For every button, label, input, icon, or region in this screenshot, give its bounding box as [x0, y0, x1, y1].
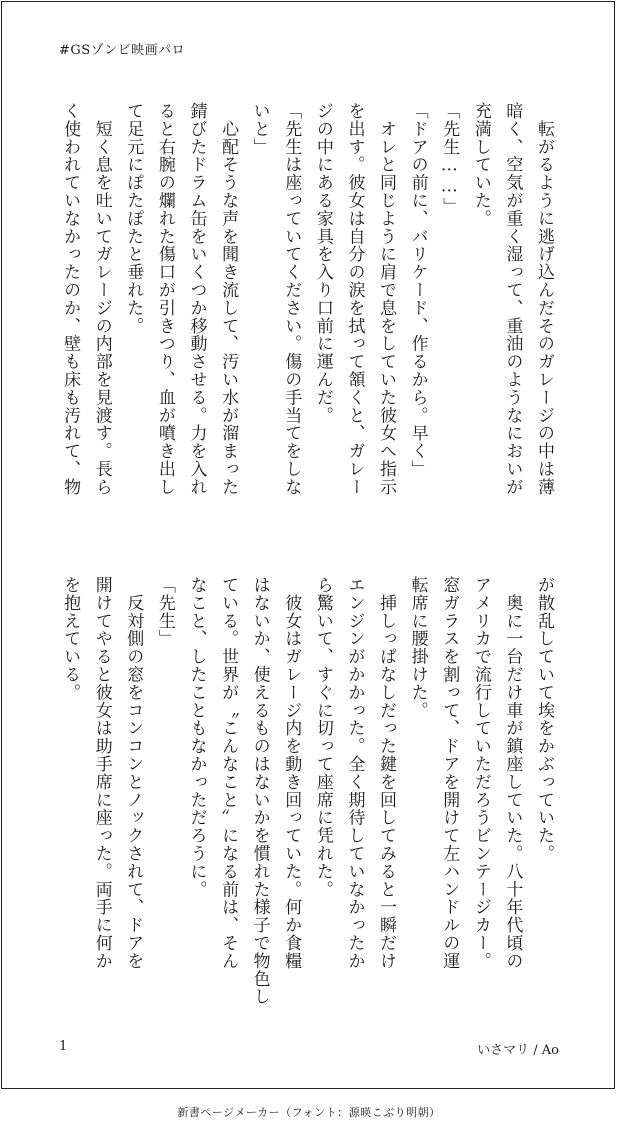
text-line: 開けてやると彼女は助手席に座った。両手に何か — [91, 576, 112, 970]
text-line: て足元にぽたぽたと垂れた。 — [123, 102, 144, 335]
upper-text-block — [49, 102, 559, 522]
text-line: エンジンがかかった。全く期待していなかったか — [344, 576, 365, 970]
page-number: 1 — [59, 1039, 68, 1054]
text-line: 心配そうな声を聞き流して、汚い水が溜まった — [218, 102, 239, 496]
generator-caption: 新書ページメーカー（フォント：源暎こぶり明朝） — [177, 1106, 441, 1119]
text-line: いと」 — [249, 102, 270, 156]
text-line: 転席に腰掛けた。 — [407, 576, 428, 720]
text-line: 転がるように逃げ込んだそのガレージの中は薄 — [534, 102, 554, 496]
text-line: オレと同じように肩で息をしていた彼女へ指示 — [376, 102, 397, 496]
text-line: 短く息を吐いてガレージの内部を見渡す。長ら — [91, 102, 112, 496]
text-line: 反対側の窓をコンコンとノックされて、ドアを — [123, 576, 144, 970]
text-line: 暗く、空気が重く湿って、重油のようなにおいが — [502, 102, 523, 496]
text-line: なこと、したこともなかっただろうに。 — [186, 576, 207, 899]
text-line: 「先生」 — [154, 576, 175, 648]
text-line: を抱えている。 — [60, 576, 81, 702]
lower-text-block — [49, 576, 559, 1006]
book-page — [1, 1, 615, 1089]
text-line: はないか、使えるものはないかを慣れた様子で物色し — [249, 576, 270, 1006]
text-line: 窓ガラスを割って、ドアを開けて左ハンドルの運 — [439, 576, 460, 970]
text-line: 充満していた。 — [470, 102, 491, 228]
author-credit: いさマリ / Ao — [477, 1043, 559, 1058]
text-line: 彼女はガレージ内を動き回っていた。何か食糧 — [281, 576, 302, 970]
text-line: ている。世界が〝こんなこと〟になる前は、そん — [218, 576, 239, 970]
text-line: 「先生は座っていてください。傷の手当てをしな — [281, 102, 302, 496]
text-line: 「先生……」 — [439, 102, 460, 216]
text-line: 「ドアの前に、バリケード、作るから。早く」 — [407, 102, 428, 478]
text-line: を出す。彼女は自分の涙を拭って頷くと、ガレー — [344, 102, 365, 496]
text-line: アメリカで流行していただろうビンテージカー。 — [470, 576, 491, 970]
text-line: 奥に一台だけ車が鎮座していた。八十年代頃の — [502, 576, 523, 970]
text-line: が散乱していて埃をかぶっていた。 — [534, 576, 554, 863]
text-line: ジの中にある家具を入り口前に運んだ。 — [312, 102, 333, 425]
text-line: ると右腕の爛れた傷口が引きつり、血が噴き出し — [154, 102, 175, 496]
text-line: 錆びたドラム缶をいくつか移動させる。力を入れ — [186, 102, 207, 496]
text-line: ら驚いて、すぐに切って座席に凭れた。 — [312, 576, 333, 899]
page-header-title: #GSゾンビ映画パロ — [59, 43, 186, 58]
text-line: 挿しっぱなしだった鍵を回してみると一瞬だけ — [376, 576, 397, 970]
text-line: く使われていなかったのか、壁も床も汚れて、物 — [60, 102, 81, 496]
